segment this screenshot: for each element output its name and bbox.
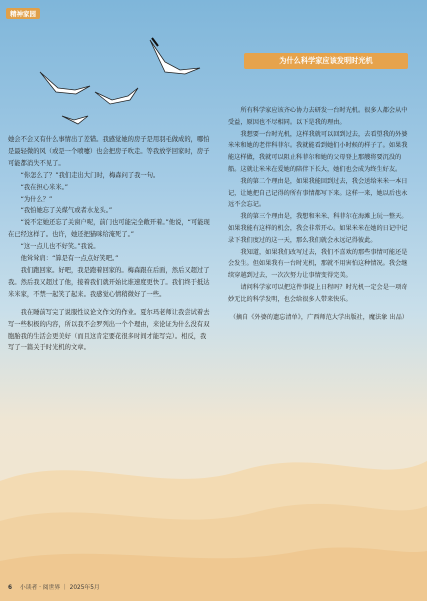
page-footer: [8, 582, 100, 591]
source-citation: （摘自《外婆的遗忘清单》，广西师范大学出版社，魔法象 出品）: [229, 313, 408, 321]
section-tag: 精神家园: [6, 8, 40, 19]
left-column: [8, 134, 210, 354]
paragraph: “说不定她还忘了关窗户呢，前门也可能完全敞开着。”他说，“可能现在已经这样了。也许，她还把猫咪给淹死了。”: [8, 219, 210, 239]
paragraph: 他耸耸肩：“算是有一点点好笑吧。”: [20, 255, 119, 263]
paragraph: 我想要一台时光机，这样我就可以回到过去，去看望我的外婆米米和她的老伴科菲尔。我就能看到她们小时候的样子了。如果我能这样做，我就可以阻止科菲尔和她的父母登上那艘将要沉没的船。这就让米米在爱她的陪伴下长大，她们也会成为终生好友。: [228, 130, 408, 173]
magazine-info: 小读者 · 阅世界 ｜ 2025年5月: [19, 585, 100, 591]
paragraph: “这一点儿也不好笑。”我说。: [20, 243, 100, 251]
paragraph: “你怎么了？”我们走出大门时，梅森问了我一句。: [20, 171, 160, 179]
paragraph: 我在睡前写完了说服性议论文作文的作业。夏尔玛老师让我尝试着去写一些积极的内容，所以我不会罗列出一个个理由，来论证为什么没有双胞胎我的生活会更美好（而且这肯定要花很多时间才能写完）。相反，我写了一篇关于时光机的文章。: [8, 308, 210, 352]
paragraph: “为什么？”: [20, 195, 53, 203]
paragraph: “我怕她忘了关煤气或者水龙头。”: [20, 207, 113, 215]
sand-dunes-illustration: [0, 401, 427, 601]
paragraph: 请问科学家可以把这件事提上日程吗？时光机一定会是一项奇妙无比的科学发明，也会给很多人带来快乐。: [228, 283, 408, 303]
paragraph: 我的第二个理由是，如果我能回到过去，我会送给米米一本日记，让她把自己记得的所有事情都写下来。这样一来，她以后也永远不会忘记。: [228, 177, 408, 209]
paragraph: 我知道，如果我们改写过去，我们不喜欢的那些事情可能还是会发生。但如果我有一台时光机，那就不用害怕这种情况。我会继续穿越到过去，一次次努力让事情变得完美。: [228, 248, 408, 280]
article-title: 为什么科学家应该发明时光机: [244, 53, 408, 69]
paragraph: 我们跑回家。好吧，我是跑着回家的。梅森跟在后面，然后又超过了我。然后我又超过了他，接着我们就开始比谁速度更快了。我们终于抵达米米家，不禁一起笑了起来。我感觉心情稍微好了一些。: [8, 266, 210, 298]
page-number: 6: [8, 585, 13, 591]
paragraph: “我在担心米米。”: [20, 183, 69, 191]
paragraph: 所有科学家应该齐心协力去研发一台时光机。很多人都会从中受益，原因也不尽相同。以下是我的理由。: [228, 107, 408, 126]
right-column: [228, 105, 408, 323]
paragraph: 我的第三个理由是，我想和米米、科菲尔在海滩上玩一整天。如果我能有这样的机会，我会非常开心。如果米米在她的日记中记录下我们度过的这一天，那么我们就会永远记得彼此。: [228, 213, 408, 244]
paragraph: 她会不会又有什么事情出了差错。我感觉她的房子是用羽毛做成的，哪怕是最轻微的风（或是一个喷嚏）也会把房子吹走。等我放学回家时，房子可能都消失不见了。: [8, 136, 210, 167]
